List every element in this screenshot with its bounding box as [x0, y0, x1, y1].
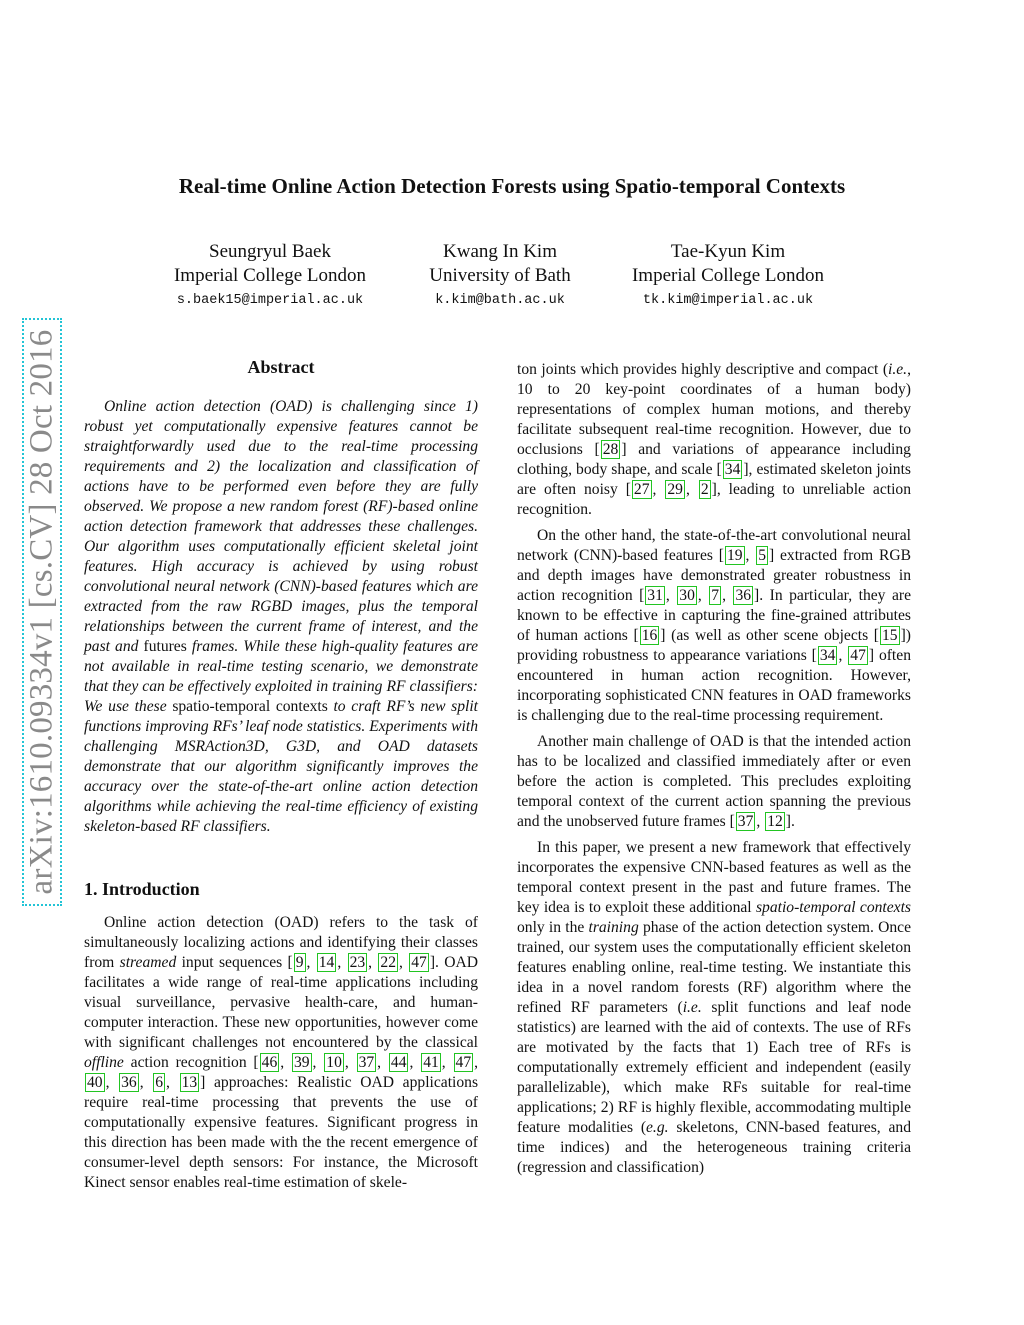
author-email: k.kim@bath.ac.uk	[435, 293, 565, 308]
citation-link[interactable]: 13	[181, 1074, 198, 1091]
author-email: tk.kim@imperial.ac.uk	[642, 293, 814, 308]
citation-link[interactable]: 10	[326, 1054, 342, 1071]
citation-link[interactable]: 37	[358, 1054, 375, 1071]
author-name: Tae-Kyun Kim	[670, 241, 786, 262]
citation-link[interactable]: 34	[819, 647, 836, 664]
paper-title: Real-time Online Action Detection Forests using Spatio-temporal Contexts	[178, 174, 846, 198]
citation-link[interactable]: 16	[641, 627, 658, 644]
section-heading-introduction: 1. Introduction	[84, 879, 200, 899]
citation-link[interactable]: 41	[423, 1054, 439, 1071]
citation-link[interactable]: 47	[411, 954, 427, 971]
citation-link[interactable]: 29	[667, 481, 683, 498]
author-2	[380, 240, 620, 308]
citation-link[interactable]: 23	[349, 954, 366, 971]
citation-link[interactable]: 9	[295, 954, 304, 971]
citation-link[interactable]: 28	[602, 441, 619, 458]
citation-link[interactable]: 2	[700, 481, 709, 498]
right-column	[517, 360, 911, 1178]
citation-link[interactable]: 36	[121, 1074, 137, 1091]
citation-link[interactable]: 44	[390, 1054, 407, 1071]
citation-link[interactable]: 12	[767, 813, 783, 830]
arxiv-stamp	[22, 318, 62, 906]
citation-link[interactable]: 19	[726, 547, 743, 564]
introduction-paragraph: Online action detection (OAD) refers to the task of simultaneously localizing actions and identifying their classes from streamed input sequences [ 9 , 14 , 23 , 22 , 47 ]. OAD facilitates a wide range of real-time applications including visual surveillance, pervasive health-care, and human-computer interaction. These new opportunities, however come with significant challenges not encountered by the classical offline action recognition [ 46 , 39 , 10 , 37 , 44 , 41 , 47 , 40 , 36 , 6 , 13 ] approaches: Realistic OAD applications require real-time processing that prevents the use of computationally expensive features. Significant progress in this direction has been made with the the recent emergence of consumer-level depth sensors: For instance, the Microsoft Kinect sensor enables real-time estimation of skele-	[84, 914, 479, 1191]
citation-link[interactable]: 46	[261, 1054, 278, 1071]
citation-link[interactable]: 40	[87, 1074, 103, 1091]
body-paragraph-2: On the other hand, the state-of-the-art convolutional neural network (CNN)-based features [ 19 , 5 ] extracted from RGB and depth images have demonstrated greater robustness in action recognition [ 31 , 30 , 7 , 36 ]. In particular, they are known to be effective in capturing the fine-grained attributes of human actions [ 16 ] (as well as other scene objects [ 15 ]) providing robustness to appearance variations [ 34 , 47 ] often encountered in human action recognition. However, incorporating sophisticated CNN features in OAD frameworks is challenging due to the real-time processing requirement.	[517, 527, 912, 724]
author-email: s.baek15@imperial.ac.uk	[176, 293, 364, 308]
citation-link[interactable]: 15	[882, 627, 898, 644]
citation-link[interactable]: 39	[293, 1054, 310, 1071]
citation-link[interactable]: 7	[711, 587, 720, 604]
citation-link[interactable]: 34	[724, 461, 741, 478]
citation-link[interactable]: 22	[380, 954, 396, 971]
citation-link[interactable]: 47	[850, 647, 866, 664]
citation-link[interactable]: 30	[679, 587, 695, 604]
citation-link[interactable]: 37	[737, 813, 754, 830]
abstract-text: Online action detection (OAD) is challenging since 1) robust yet computationally expensive features cannot be straightforwardly used due to the real-time processing requirements and 2) the localization and classification of actions have to be performed even before they are fully observed. We propose a new random forest (RF)-based online action detection framework that addresses these challenges. Our algorithm uses computationally efficient skeletal joint features. High accuracy is achieved by using robust convolutional neural network (CNN)-based features which are extracted from the raw RGBD images, plus the temporal relationships between the current frame of interest, and the past and futures frames. While these high-quality features are not available in real-time testing scenario, we demonstrate that they can be effectively exploited in training RF classifiers: We use these spatio-temporal contexts to craft RF’s new split functions improving RFs’ leaf node statistics. Experiments with challenging MSRAction3D, G3D, and OAD datasets demonstrate that our algorithm significantly improves the accuracy over the state-of-the-art online action detection algorithms while achieving the real-time efficiency of existing skeleton-based RF classifiers.	[84, 398, 478, 835]
citation-link[interactable]: 27	[633, 481, 650, 498]
author-affiliation: University of Bath	[429, 265, 571, 286]
author-affiliation: Imperial College London	[631, 265, 825, 286]
author-1	[150, 240, 390, 308]
author-3	[608, 240, 848, 308]
citation-link[interactable]: 47	[455, 1054, 472, 1071]
citation-link[interactable]: 14	[318, 954, 335, 971]
author-name: Seungryul Baek	[209, 241, 331, 262]
body-paragraph-4: In this paper, we present a new framework that effectively incorporates the expensive CNN-based features as well as the temporal context present in the past and future frames. The key idea is to exploit these additional spatio-temporal contexts only in the training phase of the action detection system. Once trained, our system uses the computationally efficient skeleton features enabling online, real-time testing. We instantiate this idea in a novel random forests (RF) algorithm where the refined RF parameters (i.e. split functions and leaf node statistics) are learned with the aid of contexts. The use of RFs are motivated by the facts that 1) Each tree of RFs is computationally extremely efficient and independent (easily parallelizable), which make RFs suitable for real-time applications; 2) RF is highly flexible, accommodating multiple feature modalities (e.g. skeletons, CNN-based features, and time indices) and the heterogeneous training criteria (regression and classification)	[517, 839, 912, 1176]
citation-link[interactable]: 31	[647, 587, 663, 604]
citation-link[interactable]: 6	[155, 1074, 164, 1091]
author-affiliation: Imperial College London	[173, 265, 367, 286]
arxiv-stamp-text: arXiv:1610.09334v1 [cs.CV] 28 Oct 2016	[23, 329, 60, 895]
citation-link[interactable]: 36	[735, 587, 752, 604]
body-paragraph-1: ton joints which provides highly descriptive and compact (i.e., 10 to 20 key-point coordinates of a human body) representations of complex human motions, and thereby facilitate subsequent real-time recognition. However, due to occlusions [ 28 ] and variations of appearance including clothing, body shape, and scale [ 34 ], estimated skeleton joints are often noisy [ 27 , 29 , 2 ], leading to unreliable action recognition.	[517, 361, 912, 518]
body-paragraph-3: Another main challenge of OAD is that the intended action has to be localized and classified immediately after or even before the action is completed. This precludes exploiting temporal context of the current action spanning the previous and the unobserved future frames [ 37 , 12 ].	[517, 733, 911, 830]
abstract-heading: Abstract	[247, 357, 315, 377]
author-name: Kwang In Kim	[443, 241, 557, 262]
citation-link[interactable]: 5	[758, 547, 767, 564]
left-column	[84, 357, 478, 1193]
